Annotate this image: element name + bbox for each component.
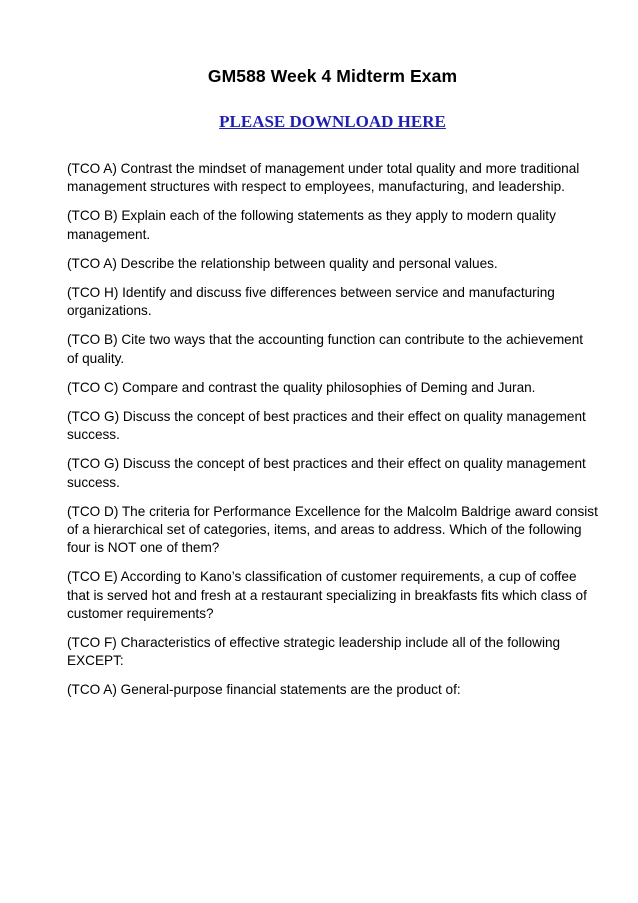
question-item: (TCO H) Identify and discuss five differences between service and manufacturing organizations. (67, 285, 555, 319)
question-item: (TCO G) Discuss the concept of best practices and their effect on quality management success. (67, 456, 586, 490)
question-item: (TCO B) Cite two ways that the accounting function can contribute to the achievement of quality. (67, 332, 584, 366)
question-item: (TCO G) Discuss the concept of best practices and their effect on quality management success. (67, 409, 586, 443)
question-item: (TCO C) Compare and contrast the quality philosophies of Deming and Juran. (67, 379, 536, 395)
question-item: (TCO A) Contrast the mindset of management under total quality and more traditional management structures with respect to employees, manufacturing, and leadership. (67, 161, 580, 195)
download-link[interactable]: PLEASE DOWNLOAD HERE (219, 112, 446, 131)
question-item: (TCO A) General-purpose financial statements are the product of: (67, 682, 461, 698)
question-item: (TCO E) According to Kano’s classification of customer requirements, a cup of coffee that is served hot and fresh at a restaurant specializing in breakfasts fits which class of customer requirements? (67, 569, 587, 621)
page-title: GM588 Week 4 Midterm Exam (207, 66, 458, 86)
question-item: (TCO A) Describe the relationship between quality and personal values. (67, 255, 498, 271)
question-item: (TCO D) The criteria for Performance Excellence for the Malcolm Baldrige award consist of a hierarchical set of categories, items, and areas to address. Which of the following four is NOT one of them? (67, 503, 598, 556)
question-item: (TCO F) Characteristics of effective strategic leadership include all of the following EXCEPT: (67, 635, 561, 669)
question-item: (TCO B) Explain each of the following statements as they apply to modern quality management. (67, 208, 556, 242)
question-list (67, 160, 598, 700)
